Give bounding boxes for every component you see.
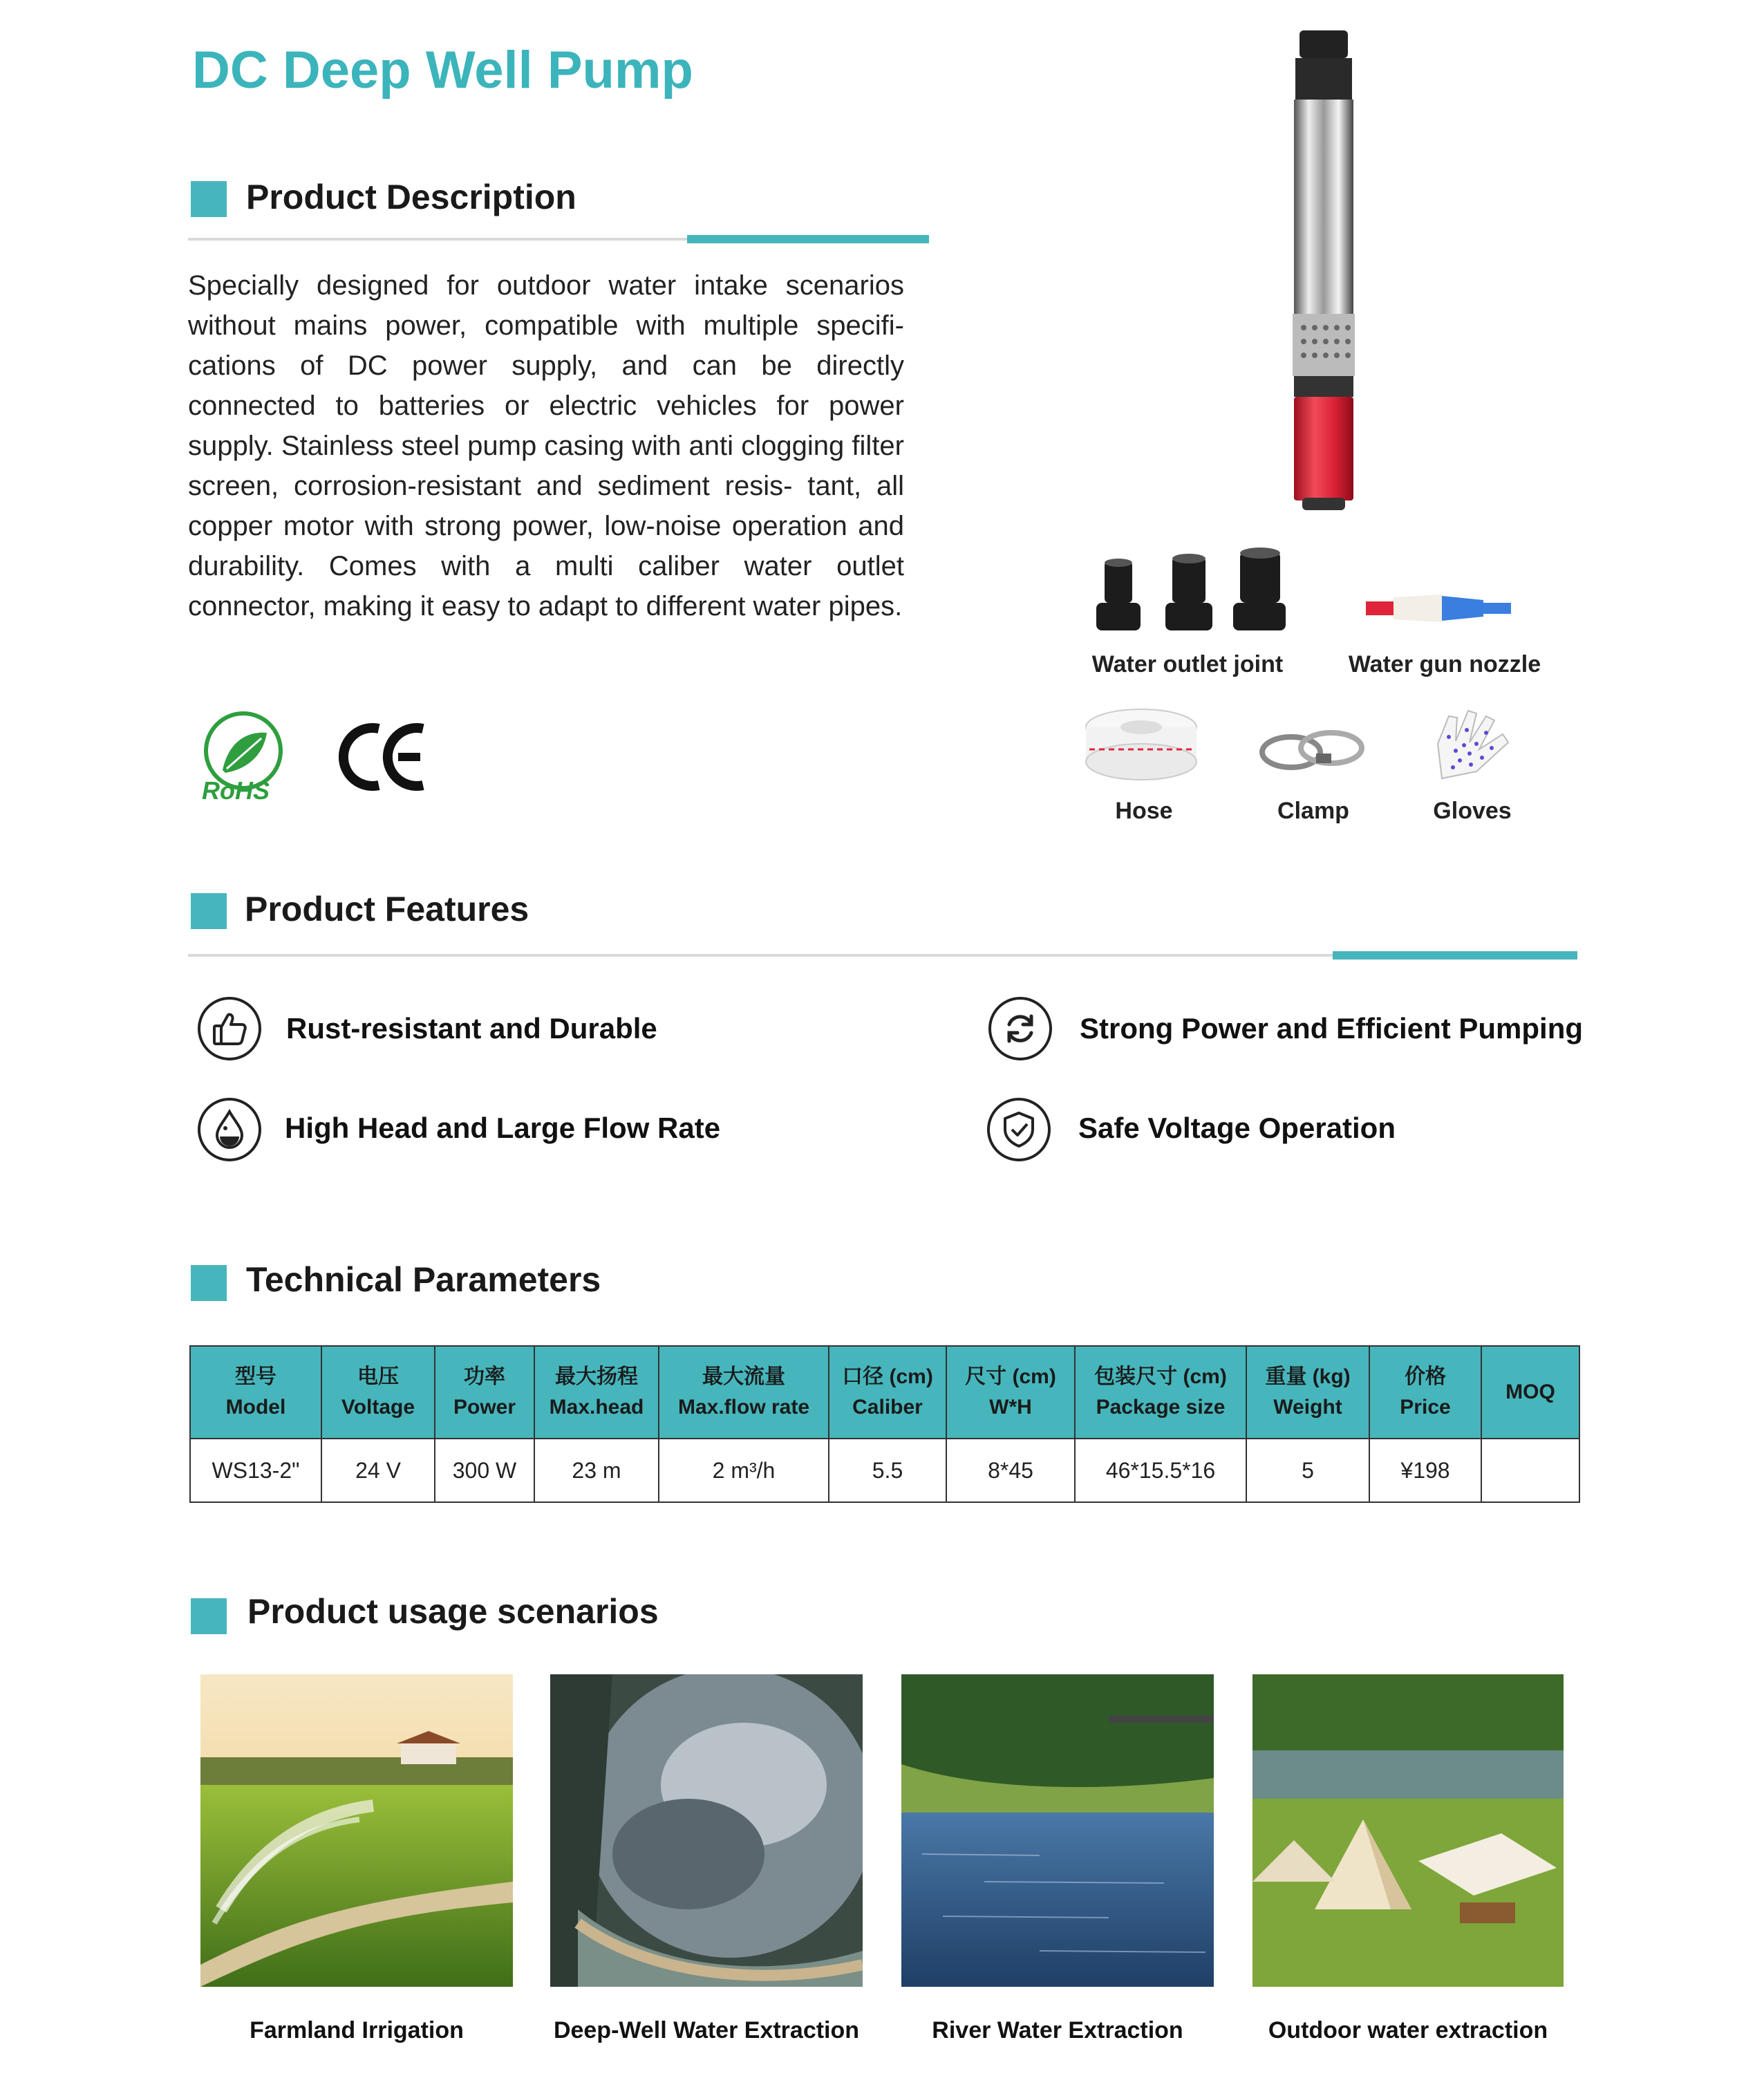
table-header: 价格 Price bbox=[1369, 1346, 1481, 1439]
table-cell: 46*15.5*16 bbox=[1075, 1439, 1246, 1502]
gloves-image bbox=[1428, 702, 1518, 785]
feature-label: Strong Power and Efficient Pumping bbox=[1080, 1012, 1584, 1045]
outdoor-camp-photo bbox=[1252, 1674, 1564, 1987]
scenario-label: Outdoor water extraction bbox=[1268, 2017, 1548, 2043]
table-header: 口径 (cm) Caliber bbox=[829, 1346, 946, 1439]
water-drop-icon bbox=[198, 1098, 261, 1161]
feature-label: High Head and Large Flow Rate bbox=[285, 1112, 721, 1144]
clamp-image bbox=[1257, 722, 1367, 777]
table-cell: 24 V bbox=[321, 1439, 435, 1502]
section-marker bbox=[191, 893, 227, 929]
water-gun-nozzle-image bbox=[1366, 588, 1518, 629]
table-header-row bbox=[190, 1346, 1579, 1439]
ce-mark bbox=[339, 719, 429, 795]
scenario-label: Farmland Irrigation bbox=[250, 2017, 464, 2043]
rohs-text: RoHS bbox=[202, 776, 270, 803]
divider-accent bbox=[1333, 951, 1577, 960]
table-header: 功率 Power bbox=[435, 1346, 534, 1439]
table-cell: WS13-2" bbox=[190, 1439, 321, 1502]
table-header: 最大扬程 Max.head bbox=[534, 1346, 659, 1439]
table-cell: 8*45 bbox=[946, 1439, 1075, 1502]
table-cell: 5 bbox=[1246, 1439, 1369, 1502]
feature-label: Safe Voltage Operation bbox=[1078, 1112, 1396, 1144]
deep-well-photo bbox=[550, 1674, 863, 1987]
table-cell: 300 W bbox=[435, 1439, 534, 1502]
accessory-label: Water gun nozzle bbox=[1348, 651, 1541, 677]
rohs-logo bbox=[195, 711, 288, 803]
river-photo bbox=[901, 1674, 1214, 1987]
refresh-icon bbox=[988, 997, 1052, 1060]
table-cell: 5.5 bbox=[829, 1439, 946, 1502]
scenario-label: Deep-Well Water Extraction bbox=[553, 2017, 860, 2043]
section-title-parameters: Technical Parameters bbox=[246, 1260, 601, 1299]
shield-check-icon bbox=[987, 1098, 1051, 1161]
feature-label: Rust-resistant and Durable bbox=[286, 1012, 657, 1045]
table-header: MOQ bbox=[1481, 1346, 1579, 1439]
section-title-features: Product Features bbox=[245, 890, 529, 928]
accessory-label: Clamp bbox=[1277, 798, 1349, 824]
accessory-label: Hose bbox=[1115, 798, 1173, 824]
farmland-irrigation-photo bbox=[200, 1674, 513, 1987]
thumbs-up-icon bbox=[198, 997, 261, 1060]
pump-image bbox=[1279, 30, 1369, 514]
hose-image bbox=[1082, 707, 1200, 783]
table-header: 重量 (kg) Weight bbox=[1246, 1346, 1369, 1439]
table-header: 包装尺寸 (cm) Package size bbox=[1075, 1346, 1246, 1439]
section-marker bbox=[191, 181, 227, 217]
parameters-table bbox=[189, 1345, 1580, 1503]
table-header: 尺寸 (cm) W*H bbox=[946, 1346, 1075, 1439]
table-header: 最大流量 Max.flow rate bbox=[659, 1346, 829, 1439]
section-marker bbox=[191, 1598, 227, 1634]
table-cell bbox=[1481, 1439, 1579, 1502]
accessory-label: Gloves bbox=[1433, 798, 1512, 824]
scenario-label: River Water Extraction bbox=[932, 2017, 1183, 2043]
page-title: DC Deep Well Pump bbox=[192, 41, 693, 100]
accessory-label: Water outlet joint bbox=[1091, 651, 1284, 677]
section-title-description: Product Description bbox=[246, 178, 576, 216]
table-header: 型号 Model bbox=[190, 1346, 321, 1439]
table-cell: ¥198 bbox=[1369, 1439, 1481, 1502]
product-description: Specially designed for outdoor water intake scenarios without mains power, compatible with multiple specifi- cations of DC power supply, and can be directly connected to batteries or electric vehicles for power supply. Stainless steel pump casing with anti clogging filter screen, corrosion-resistant and sediment resis- tant, all copper motor with strong power, low-noise operation and durability. Comes with a multi caliber water outlet connector, making it easy to adapt to different water pipes. bbox=[188, 270, 904, 621]
table-cell: 2 m³/h bbox=[659, 1439, 829, 1502]
water-outlet-joint-image bbox=[1084, 548, 1291, 637]
section-marker bbox=[191, 1265, 227, 1301]
table-header: 电压 Voltage bbox=[321, 1346, 435, 1439]
table-row bbox=[190, 1439, 1579, 1502]
section-title-scenarios: Product usage scenarios bbox=[247, 1592, 659, 1631]
divider-accent bbox=[687, 235, 929, 243]
table-cell: 23 m bbox=[534, 1439, 659, 1502]
